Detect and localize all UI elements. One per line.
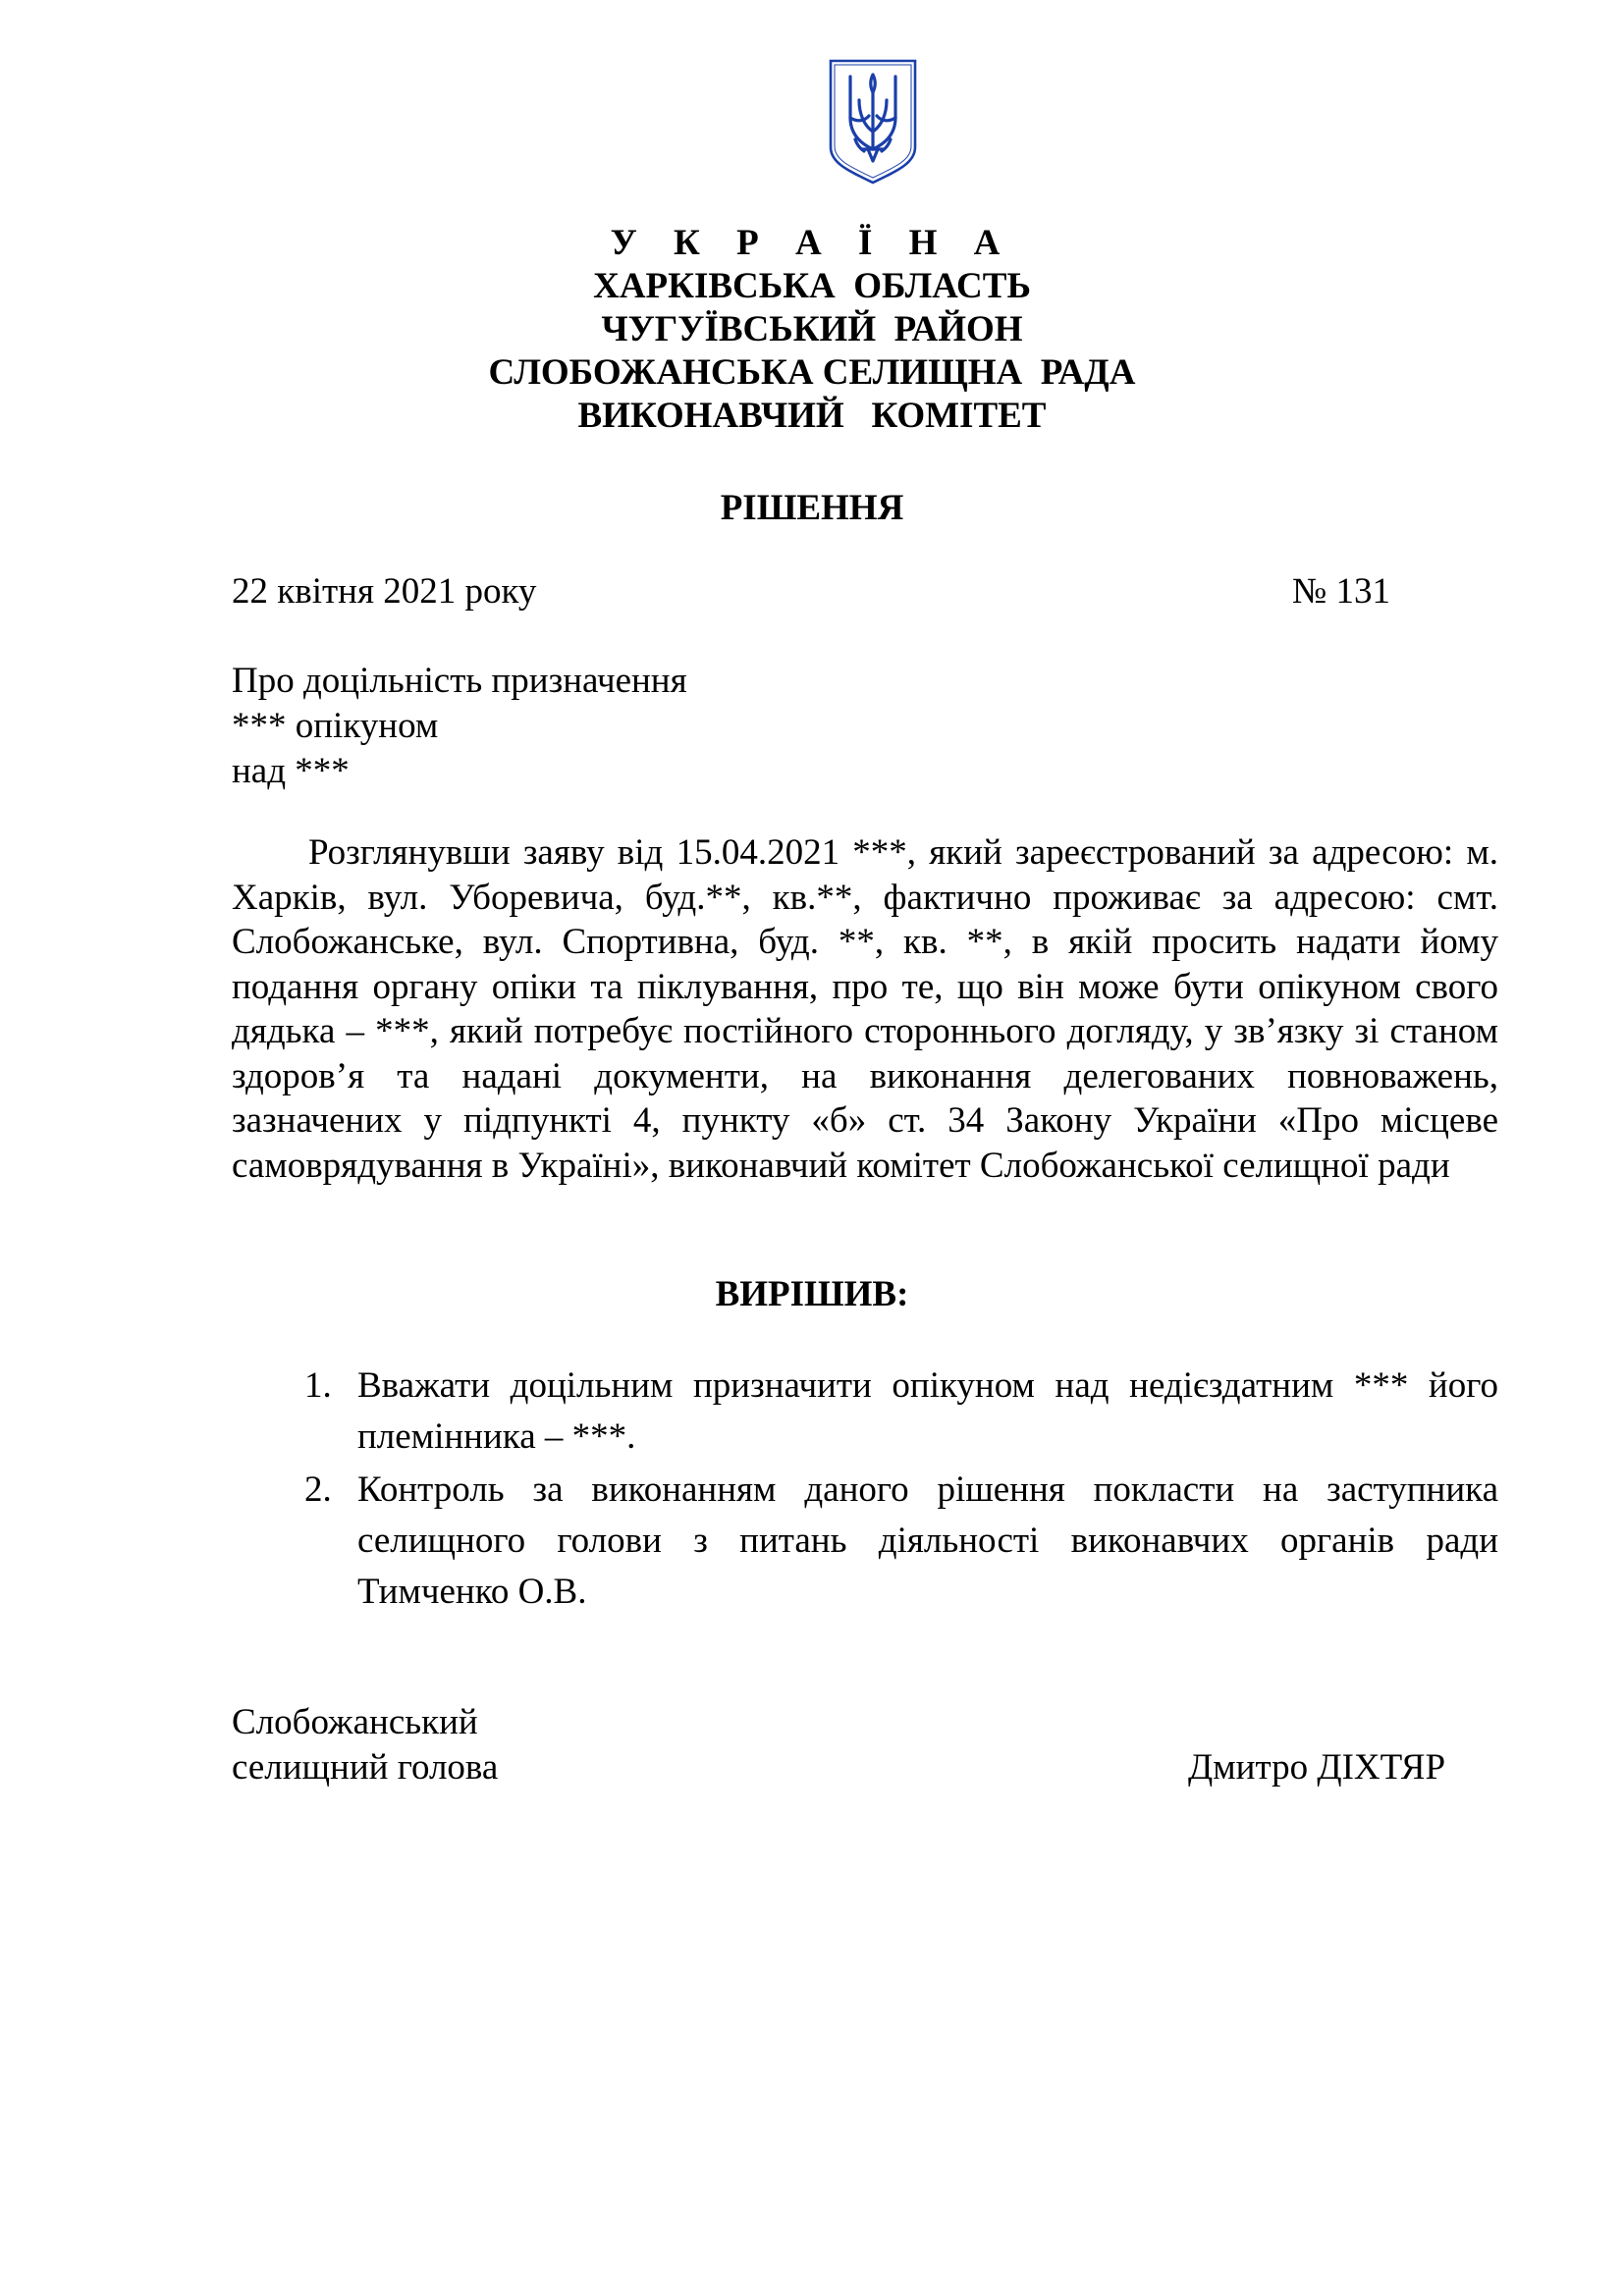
item-text: Вважати доцільним призначити опікуном над недієздатним *** його племінника – ***. [357,1365,1498,1457]
position-line: селищний голова [232,1747,499,1788]
position-line: Слобожанський [232,1702,478,1742]
signatory-name: Дмитро ДІХТЯР [1188,1747,1446,1788]
item-number: 2. [304,1469,332,1510]
resolution-list [304,1361,1498,1620]
issuer-header [0,222,1624,438]
header-country: У К Р А Ї Н А [610,223,1014,263]
list-item [304,1465,1498,1618]
header-region: ХАРКІВСЬКА ОБЛАСТЬ [593,266,1031,306]
subject-line: Про доцільність призначення [232,661,687,701]
document-date: 22 квітня 2021 року [232,571,537,612]
signatory-position [232,1700,498,1790]
document-title: РІШЕННЯ [720,488,904,528]
subject-line: *** опікуном [232,706,439,746]
document-number: № 131 [1292,571,1391,612]
preamble-paragraph: Розглянувши заяву від 15.04.2021 ***, який зареєстрований за адресою: м. Харків, вул. Уборевича, буд.**, кв.**, фактично проживає за адресою: смт. Слобожанське, вул. Спортивна, буд. **, кв. **, в якій просить надати йому подання органу опіки та піклування, про те, що він може бути опікуном свого дядька – ***, який потребує постійного стороннього догляду, у зв’язку зі станом здоров’я та надані документи, на виконання делегованих повноважень, зазначених у підпункті 4, пункту «б» ст. 34 Закону України «Про місцеве самоврядування в Україні», виконавчий комітет Слобожанської селищної ради [232,832,1498,1186]
subject-line: над *** [232,751,350,791]
header-committee: ВИКОНАВЧИЙ КОМІТЕТ [577,396,1047,436]
document-subject [232,659,978,794]
resolution-heading: ВИРІШИВ: [715,1274,909,1314]
header-council: СЛОБОЖАНСЬКА СЕЛИЩНА РАДА [488,352,1136,393]
item-text: Контроль за виконанням даного рішення покласти на заступника селищного голови з питань діяльності виконавчих органів ради Тимченко О.В. [357,1469,1498,1612]
list-item [304,1361,1498,1463]
item-number: 1. [304,1365,332,1406]
header-district: ЧУГУЇВСЬКИЙ РАЙОН [601,309,1023,349]
coat-of-arms-icon [827,57,919,187]
